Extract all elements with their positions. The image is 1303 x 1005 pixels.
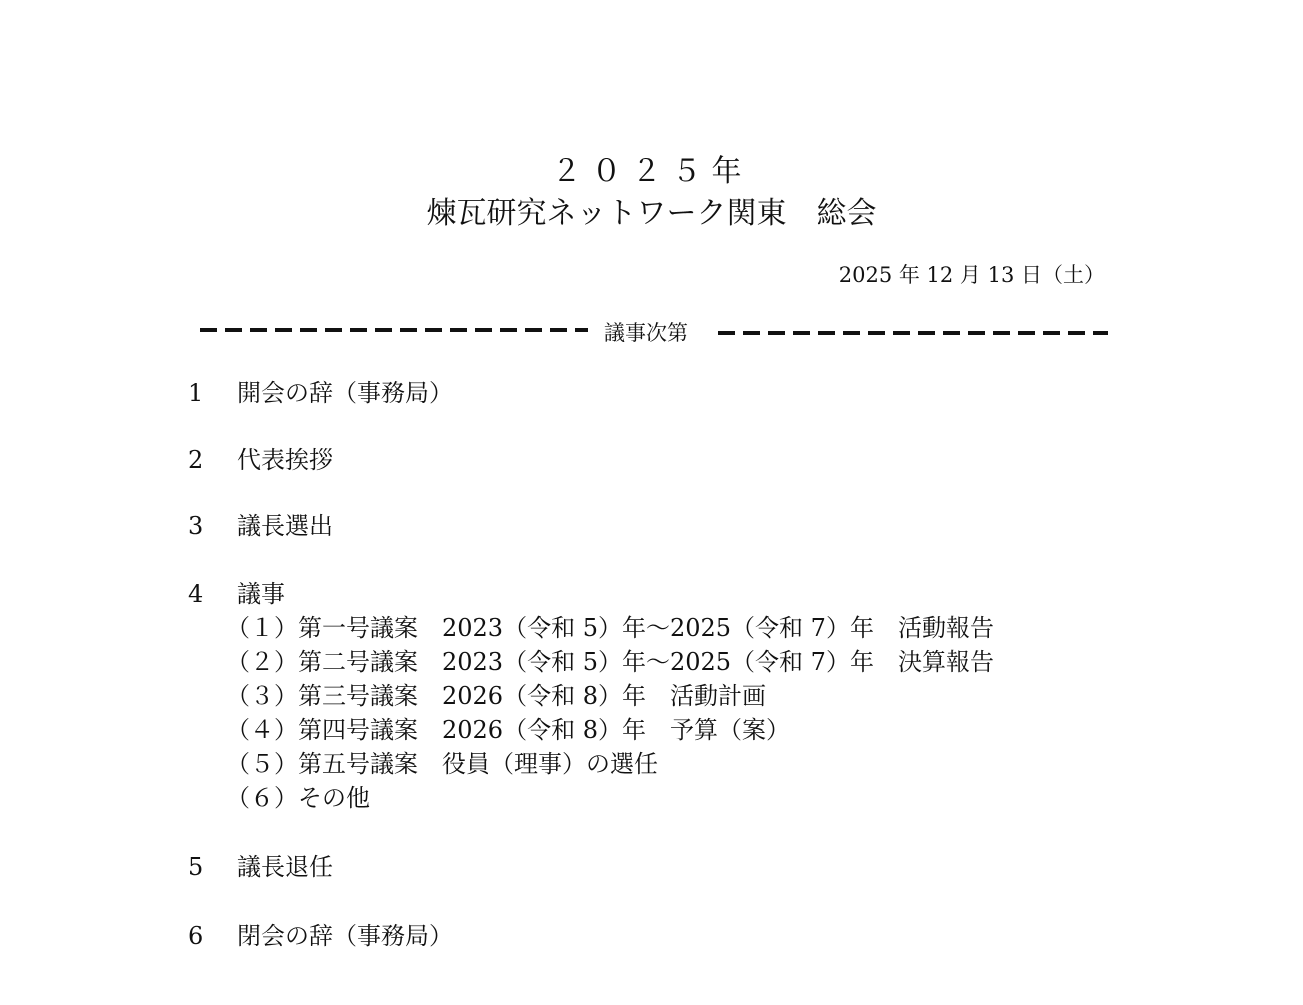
agenda-item-label: 閉会の辞（事務局）: [237, 922, 453, 950]
document-year: ２０２５年: [551, 154, 752, 189]
agenda-item: [188, 577, 285, 611]
agenda-item-number: 6: [188, 922, 204, 950]
agenda-item-label: 開会の辞（事務局）: [237, 379, 453, 407]
document-title: 煉瓦研究ネットワーク関東 総会: [426, 196, 877, 231]
agenda-item: [188, 443, 333, 477]
agenda-item-number: 3: [188, 512, 204, 540]
agenda-item: [188, 919, 453, 953]
section-label: 議事次第: [604, 321, 688, 345]
agenda-item-label: 議長選出: [237, 512, 333, 540]
agenda-item-number: 1: [188, 379, 204, 407]
meeting-date: 2025 年 12 月 13 日（土）: [838, 263, 1105, 287]
divider-dashes-right: [718, 331, 1108, 335]
agenda-item-number: 2: [188, 446, 204, 474]
agenda-item: [188, 509, 333, 543]
agenda-subitem: （２）第二号議案 2023（令和 5）年～2025（令和 7）年 決算報告: [226, 648, 994, 676]
agenda-item: [188, 850, 333, 884]
agenda-item-label: 議事: [237, 580, 285, 608]
divider-dashes-left: [200, 328, 588, 332]
agenda-subitem: （４）第四号議案 2026（令和 8）年 予算（案）: [226, 716, 790, 744]
agenda-item-number: 4: [188, 580, 204, 608]
agenda-subitem: （１）第一号議案 2023（令和 5）年～2025（令和 7）年 活動報告: [226, 614, 994, 642]
agenda-item-number: 5: [188, 853, 204, 881]
agenda-subitem: （６）その他: [226, 784, 370, 812]
agenda-item-label: 議長退任: [237, 853, 333, 881]
agenda-subitem: （５）第五号議案 役員（理事）の選任: [226, 750, 658, 778]
agenda-item: [188, 376, 453, 410]
agenda-item-label: 代表挨拶: [237, 446, 333, 474]
agenda-subitem: （３）第三号議案 2026（令和 8）年 活動計画: [226, 682, 766, 710]
section-divider: [200, 318, 1108, 348]
